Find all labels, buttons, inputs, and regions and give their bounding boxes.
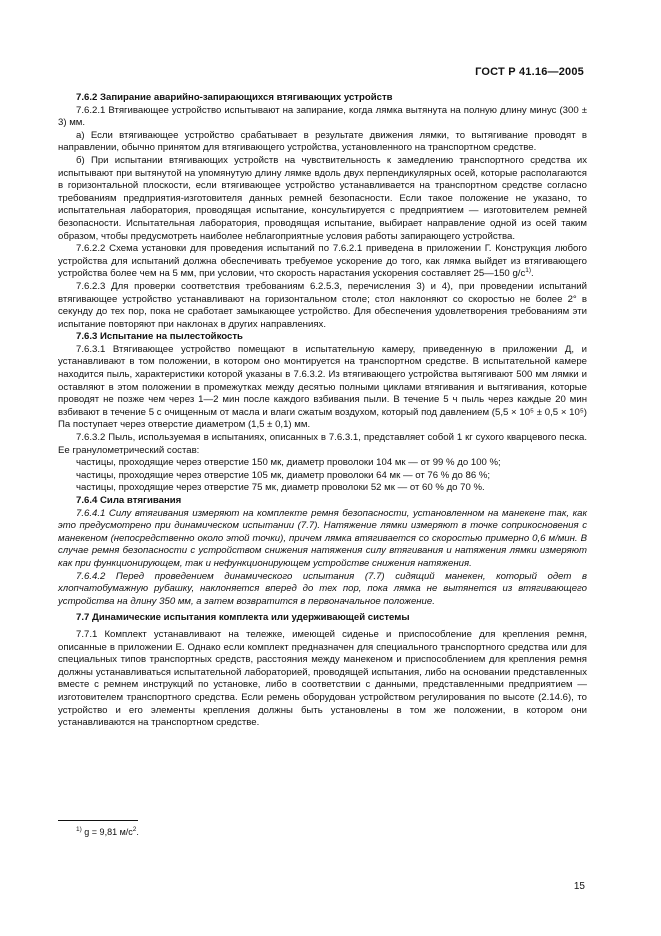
footnote-divider: [58, 820, 138, 821]
paragraph-7-6-3-2: 7.6.3.2 Пыль, используемая в испытаниях, описанных в 7.6.3.1, представляет собой 1 кг сухого кварцевого песка. Ее гранулометрический состав:: [58, 432, 587, 456]
dust-fraction-105: частицы, проходящие через отверстие 105 мк, диаметр проволоки 64 мк — от 76 % до 86 %;: [76, 469, 491, 481]
paragraph-7-7-1: 7.7.1 Комплект устанавливают на тележке, имеющей сиденье и приспособление для крепления ремня, описанные в приложении Е. Однако если комплект предназначен для специального транспортного средства или для специальных типов транспортных средств, расстояния между манекеном и приспособлением для крепления ремня должны устанавливаться испытательной лабораторией, проводящей испытания, либо на основании представленных вместе с ремнем инструкций по установке, либо в соответствии с данными, представленными предприятием — изготовителем транспортного средства. Если ремень оборудован устройством регулирования по высоте (2.14.6), то устройство и его элементы крепления должны быть установлены в том же положении, в котором они устанавливаются на транспортном средстве.: [58, 628, 587, 729]
paragraph-7-6-2-1-b: б) При испытании втягивающих устройств на чувствительность к замедлению транспортного средства их испытывают при вытянутой на упомянутую длину лямке вдоль двух перпендикулярных осей, которые располагаются в горизонтальной плоскости, если втягивающее устройство устанавливается на транспортном средстве согласно требованиям предприятия-изготовителя данных ремней безопасности. Если такое положение не указано, то испытательная лаборатория, проводящая испытание, консультируется с предприятием — изготовителем ремней безопасности. Испытательная лаборатория, проводящая испытание, выбирает направление одной из осей таким образом, чтобы предусмотреть наиболее неблагоприятные условия работы запирающего устройства.: [58, 154, 587, 242]
dust-fraction-150: частицы, проходящие через отверстие 150 мк, диаметр проволоки 104 мк — от 99 % до 100 %;: [76, 457, 501, 469]
paragraph-7-6-4-1: 7.6.4.1 Силу втягивания измеряют на комплекте ремня безопасности, установленном на манекене так, как это предусмотрено при динамическом испытании (7.7). Натяжение лямки измеряют в точке соприкосновения с манекеном (непосредственно около этой точки), причем лямка втягивается со скоростью примерно 0,6 м/мин. В случае ремня безопасности с устройством снижения натяжения силу втягивания и натяжения лямки измеряют как при функционирующем, так и нефункционирующем устройстве снижения натяжения.: [58, 507, 587, 569]
footnote: [76, 827, 139, 837]
paragraph-7-6-3-1: 7.6.3.1 Втягивающее устройство помещают в испытательную камеру, приведенную в приложении Д, и устанавливают в том положении, в котором оно монтируется на транспортном средстве. В испытательной камере находится пыль, характеристики которой указаны в 7.6.3.2. Из втягивающего устройства вытягивают 500 мм лямки и оставляют в этом положении в промежутках между десятью полными циклами втягивания и вытягивания, которые проводят не позже чем через 1—2 мин после каждого взбивания пыли. В течение 5 ч пыль через каждые 20 мин взбивают в течение 5 с очищенным от масла и влаги сжатым воздухом, который под давлением (5,5 × 10⁵ ± 0,5 × 10⁵) Па поступает через отверстие диаметром (1,5 ± 0,1) мм.: [58, 343, 587, 431]
footnote-exponent: 2: [132, 826, 137, 833]
paragraph-7-6-2-2-text: 7.6.2.2 Схема установки для проведения испытаний по 7.6.2.1 приведена в приложении Г. Конструкция любого устройства для испытаний должна обеспечивать требуемое ускорение до того, как лямка выйдет из втягивающего устройства более чем на 5 мм, при условии, что скорость нарастания ускорения составляет 25—150 g/с: [58, 243, 587, 280]
footnote-marker: 1): [76, 826, 82, 833]
section-7-7-heading: 7.7 Динамические испытания комплекта или удерживающей системы: [76, 612, 410, 624]
page-number: 15: [573, 881, 585, 892]
footnote-reference: 1): [525, 267, 532, 275]
standard-header: ГОСТ Р 41.16—2005: [475, 66, 584, 78]
paragraph-7-6-4-2: 7.6.4.2 Перед проведением динамического испытания (7.7) сидящий манекен, который одет в хлопчатобумажную рубашку, наклоняется вперед до тех пор, пока лямка не вытянется из втягивающего устройства на длину 350 мм, а затем возвратится в первоначальное положение.: [58, 570, 587, 607]
section-7-6-3-heading: 7.6.3 Испытание на пылестойкость: [76, 331, 243, 343]
document-body: [58, 92, 587, 730]
paragraph-7-6-2-1-a: а) Если втягивающее устройство срабатывает в результате движения лямки, то вытягивание проводят в направлении, обычно принятом для втягивающего устройства, установленного на транспортном средстве.: [58, 129, 587, 154]
section-7-6-4-heading: 7.6.4 Сила втягивания: [76, 495, 182, 506]
section-7-6-2-heading: 7.6.2 Запирание аварийно-запирающихся втягивающих устройств: [76, 92, 393, 103]
footnote-end: .: [136, 827, 139, 837]
paragraph-7-6-2-2-end: .: [531, 268, 534, 280]
paragraph-7-6-2-2: [58, 243, 587, 281]
paragraph-7-6-2-3: 7.6.2.3 Для проверки соответствия требованиям 6.2.5.3, перечисления 3) и 4), при проведении испытаний втягивающее устройство устанавливают на горизонтальном столе; стол наклоняют со скоростью не более 2° в секунду до тех пор, пока не сработает замыкающее устройство. Для обеспечения удовлетворения требованиям эти испытание повторяют при наклонах в других направлениях.: [58, 280, 587, 330]
dust-fraction-75: частицы, проходящие через отверстие 75 мк, диаметр проволоки 52 мк — от 60 % до 70 %.: [76, 482, 485, 494]
footnote-text: g = 9,81 м/с: [84, 827, 133, 837]
paragraph-7-6-2-1: 7.6.2.1 Втягивающее устройство испытывают на запирание, когда лямка вытянута на полную длину минус (300 ± 3) мм.: [58, 104, 587, 129]
